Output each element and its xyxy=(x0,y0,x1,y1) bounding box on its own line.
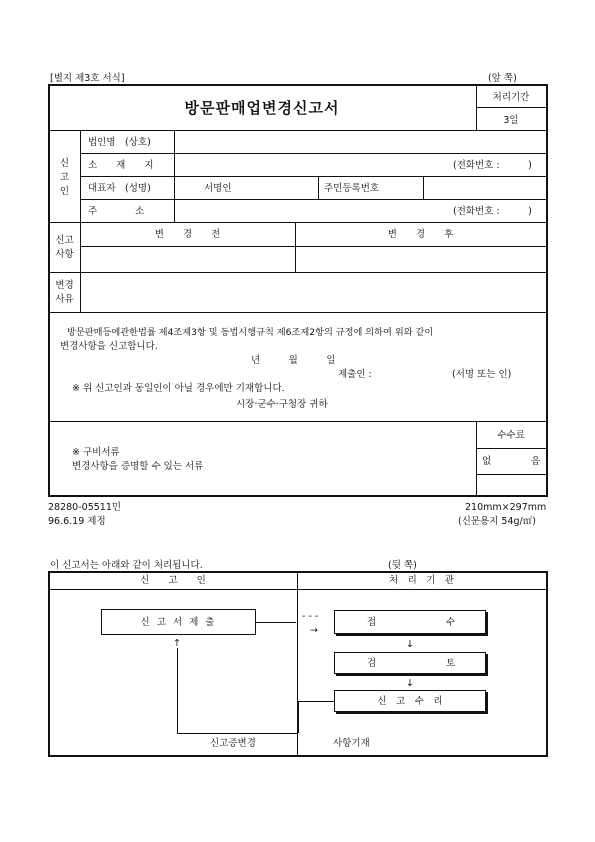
review-step-label-r: 토 xyxy=(446,658,456,669)
report-items-label: 신고 xyxy=(55,235,74,246)
resident-number-label: 주민등록번호 xyxy=(324,183,380,194)
company-name-label: 법인명 (상호) xyxy=(88,137,151,148)
address-label: 주 소 xyxy=(88,206,145,217)
enactment-date: 96.6.19 제정 xyxy=(48,516,106,527)
accept-step-label: 신 고 수 리 xyxy=(377,696,443,707)
fee-label: 수수료 xyxy=(497,430,525,441)
submit-step-label: 신 고 서 제 출 xyxy=(140,617,217,628)
dash-line: - - - xyxy=(302,611,319,622)
arrow-down-icon: ↓ xyxy=(406,678,414,689)
back-side-label: (뒷 쪽) xyxy=(388,560,417,571)
change-reason-label-2: 사유 xyxy=(55,294,74,305)
sign-or-seal: (서명 또는 인) xyxy=(452,369,512,380)
receive-step-label-l: 접 xyxy=(367,617,377,628)
bottom-right-label: 사항기재 xyxy=(333,738,370,749)
address-field[interactable] xyxy=(174,202,434,221)
review-step-label-l: 검 xyxy=(367,658,377,669)
company-name-field[interactable] xyxy=(174,133,546,152)
applicant-char: 신 xyxy=(59,158,70,169)
recipient: 시장·군수·구청장 귀하 xyxy=(236,399,328,410)
after-change-field[interactable] xyxy=(296,248,545,271)
applicant-char: 인 xyxy=(59,186,70,197)
process-intro: 이 신고서는 아래와 같이 처리됩니다. xyxy=(50,560,203,571)
applicant-char: 고 xyxy=(59,172,70,183)
review-step xyxy=(334,652,486,674)
required-docs-title: ※ 구비서류 xyxy=(72,447,120,458)
phone-label-1: (전화번호 : ) xyxy=(453,160,532,171)
bottom-left-label: 신고증변경 xyxy=(210,738,256,749)
signature-label: 서명인 xyxy=(204,183,232,194)
page-side-label: (앞 쪽) xyxy=(488,73,517,84)
processing-period-value: 3일 xyxy=(503,115,519,126)
paper-type: (신문용지 54g/㎡) xyxy=(458,516,536,527)
receive-step-label-r: 수 xyxy=(446,617,456,628)
form-number: [별지 제3호 서식] xyxy=(50,73,125,84)
before-change-field[interactable] xyxy=(81,248,294,271)
report-items-label-2: 사항 xyxy=(55,249,74,260)
form-title: 방문판매업변경신고서 xyxy=(184,99,340,117)
statement-line-1: 방문판매등에관한법률 제4조제3항 및 동법시행규칙 제6조제2항의 규정에 의하여 위와 같이 xyxy=(67,327,434,338)
change-reason-field[interactable] xyxy=(81,274,545,311)
arrow-right-icon: → xyxy=(310,625,318,636)
fee-value-right: 음 xyxy=(531,456,541,467)
representative-label: 대표자 (성명) xyxy=(88,183,151,194)
arrow-down-icon: ↓ xyxy=(406,639,414,650)
location-field[interactable] xyxy=(174,156,434,175)
phone-label-2: (전화번호 : ) xyxy=(453,206,532,217)
agency-column-header: 처 리 기 관 xyxy=(388,575,455,586)
required-docs-item: 변경사항을 증명할 수 있는 서류 xyxy=(72,461,204,472)
resident-number-field[interactable] xyxy=(424,179,546,198)
change-reason-label: 변경 xyxy=(55,280,74,291)
after-change-header: 변 경 후 xyxy=(387,229,454,240)
statement-line-2: 변경사항을 신고합니다. xyxy=(60,341,158,352)
arrow-up-icon: ↑ xyxy=(173,638,181,649)
fee-value-left: 없 xyxy=(482,456,492,467)
submitter-label: 제출인 : xyxy=(338,369,372,380)
before-change-header: 변 경 전 xyxy=(154,229,221,240)
paper-size: 210mm×297mm xyxy=(465,502,547,513)
receive-step xyxy=(334,610,486,634)
processing-period-label: 처리기간 xyxy=(492,92,530,103)
applicant-note: ※ 위 신고인과 동일인이 아닐 경우에만 기재합니다. xyxy=(72,383,285,394)
location-label: 소 재 지 xyxy=(88,160,154,171)
form-code: 28280-05511민 xyxy=(48,502,122,513)
date-line: 년 월 일 xyxy=(251,355,336,366)
applicant-column-header: 신 고 인 xyxy=(140,575,206,586)
